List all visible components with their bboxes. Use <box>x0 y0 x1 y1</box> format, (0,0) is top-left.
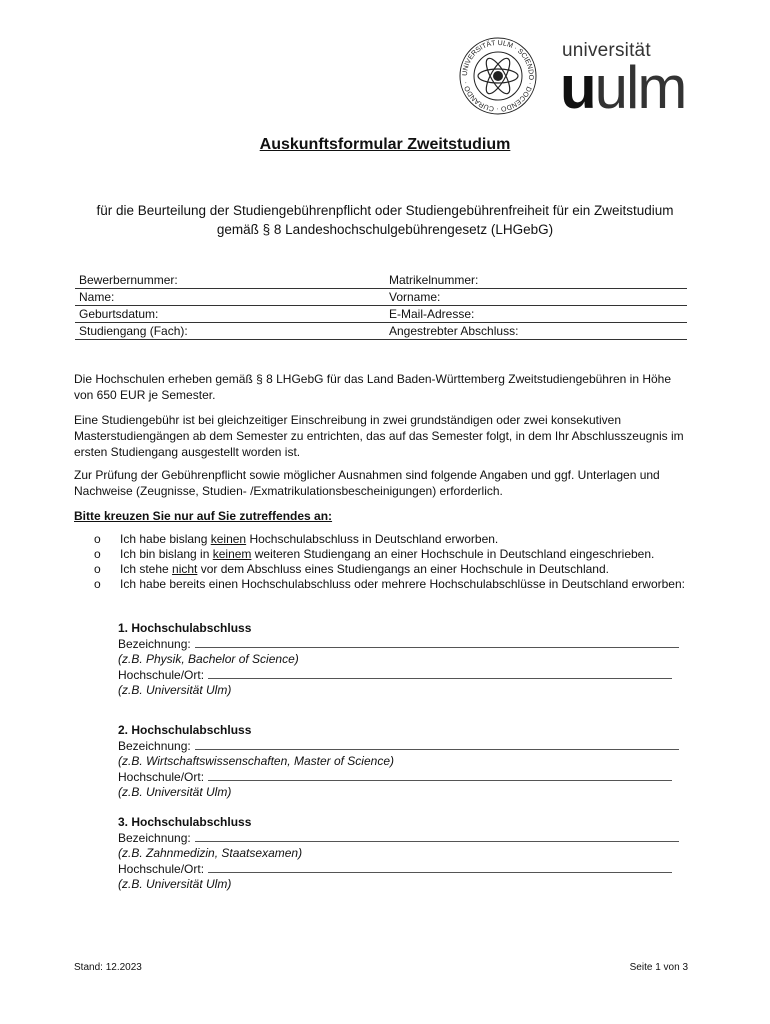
designation-row: Bezeichnung: <box>118 637 698 653</box>
subtitle-line-2: gemäß § 8 Landeshochschulgebührengesetz (LHGebG) <box>216 222 554 237</box>
bewerbernummer-field[interactable]: Bewerbernummer: <box>75 272 385 289</box>
checkbox-circle[interactable]: o <box>94 547 101 561</box>
logo-universitaet-text: universität <box>562 40 651 61</box>
checkbox-options-list <box>94 532 704 592</box>
designation-input-line[interactable] <box>195 739 679 750</box>
subtitle-line-1: für die Beurteilung der Studiengebührenpflicht oder Studiengebührenfreiheit für ein Zweitstudium <box>96 203 674 218</box>
university-seal-icon <box>458 36 538 116</box>
applicant-fields-table <box>75 272 687 340</box>
option-text: Ich stehe nicht vor dem Abschluss eines Studiengangs an einer Hochschule in Deutschland. <box>120 562 609 576</box>
university-row: Hochschule/Ort: <box>118 862 698 878</box>
checkbox-circle[interactable]: o <box>94 577 101 591</box>
designation-row: Bezeichnung: <box>118 739 698 755</box>
designation-example: (z.B. Wirtschaftswissenschaften, Master of Science) <box>118 754 394 768</box>
name-field[interactable]: Name: <box>75 289 385 306</box>
designation-input-line[interactable] <box>195 831 679 842</box>
geburtsdatum-field[interactable]: Geburtsdatum: <box>75 306 385 323</box>
option-no-other-enrollment[interactable] <box>94 547 704 562</box>
logo-uulm-text: uulm <box>560 54 686 121</box>
university-example: (z.B. Universität Ulm) <box>118 683 232 697</box>
table-row <box>75 272 687 289</box>
table-row <box>75 323 687 340</box>
degree-block-3 <box>118 815 698 893</box>
degree-block-1 <box>118 621 698 699</box>
table-row <box>75 289 687 306</box>
option-text: Ich habe bereits einen Hochschulabschluss oder mehrere Hochschulabschlüsse in Deutschland erworben: <box>120 577 685 591</box>
designation-example: (z.B. Physik, Bachelor of Science) <box>118 652 299 666</box>
footer-page-number: Seite 1 von 3 <box>629 962 688 973</box>
degree-heading: 3. Hochschulabschluss <box>118 815 252 829</box>
degree-heading: 2. Hochschulabschluss <box>118 723 252 737</box>
subtitle <box>60 201 710 239</box>
paragraph-verification: Zur Prüfung der Gebührenpflicht sowie möglicher Ausnahmen sind folgende Angaben und ggf. Unterlagen und Nachweise (Zeugnisse, Studien- /Exmatrikulationsbescheinigungen) erforderlich. <box>74 468 660 498</box>
university-input-line[interactable] <box>208 668 672 679</box>
matrikelnummer-field[interactable]: Matrikelnummer: <box>385 272 687 289</box>
option-text: Ich habe bislang keinen Hochschulabschluss in Deutschland erworben. <box>120 532 499 546</box>
abschluss-field[interactable]: Angestrebter Abschluss: <box>385 323 687 340</box>
designation-example: (z.B. Zahnmedizin, Staatsexamen) <box>118 846 303 860</box>
checkbox-circle[interactable]: o <box>94 562 101 576</box>
university-row: Hochschule/Ort: <box>118 770 698 786</box>
option-not-before-completion[interactable] <box>94 562 704 577</box>
studiengang-field[interactable]: Studiengang (Fach): <box>75 323 385 340</box>
degree-heading: 1. Hochschulabschluss <box>118 621 252 635</box>
university-row: Hochschule/Ort: <box>118 668 698 684</box>
checkbox-circle[interactable]: o <box>94 532 101 546</box>
university-input-line[interactable] <box>208 862 672 873</box>
paragraph-fees: Die Hochschulen erheben gemäß § 8 LHGebG für das Land Baden-Württemberg Zweitstudiengebühren in Höhe von 650 EUR je Semester. <box>74 372 672 402</box>
option-no-degree[interactable] <box>94 532 704 547</box>
university-example: (z.B. Universität Ulm) <box>118 785 232 799</box>
table-row <box>75 306 687 323</box>
paragraph-enrollment: Eine Studiengebühr ist bei gleichzeitiger Einschreibung in zwei grundständigen oder zwei konsekutiven Masterstudiengängen ab dem Semester zu entrichten, das auf das Semester folgt, in dem Ihr Abschlusszeugnis im ersten Studiengang ausgestellt worden ist. <box>74 413 684 459</box>
designation-input-line[interactable] <box>195 637 679 648</box>
university-input-line[interactable] <box>208 770 672 781</box>
option-has-degree[interactable] <box>94 577 704 592</box>
svg-text:UNIVERSITÄT ULM · SCIENDO · DO: UNIVERSITÄT ULM · SCIENDO · DOCENDO · CURANDO · <box>461 39 535 113</box>
footer-date: Stand: 12.2023 <box>74 962 142 973</box>
page-title: Auskunftsformular Zweitstudium <box>259 136 511 153</box>
degree-block-2 <box>118 723 698 801</box>
option-text: Ich bin bislang in keinem weiteren Studiengang an einer Hochschule in Deutschland eingeschrieben. <box>120 547 655 561</box>
designation-row: Bezeichnung: <box>118 831 698 847</box>
university-example: (z.B. Universität Ulm) <box>118 877 232 891</box>
email-field[interactable]: E-Mail-Adresse: <box>385 306 687 323</box>
instruction-heading: Bitte kreuzen Sie nur auf Sie zutreffendes an: <box>74 509 333 523</box>
vorname-field[interactable]: Vorname: <box>385 289 687 306</box>
